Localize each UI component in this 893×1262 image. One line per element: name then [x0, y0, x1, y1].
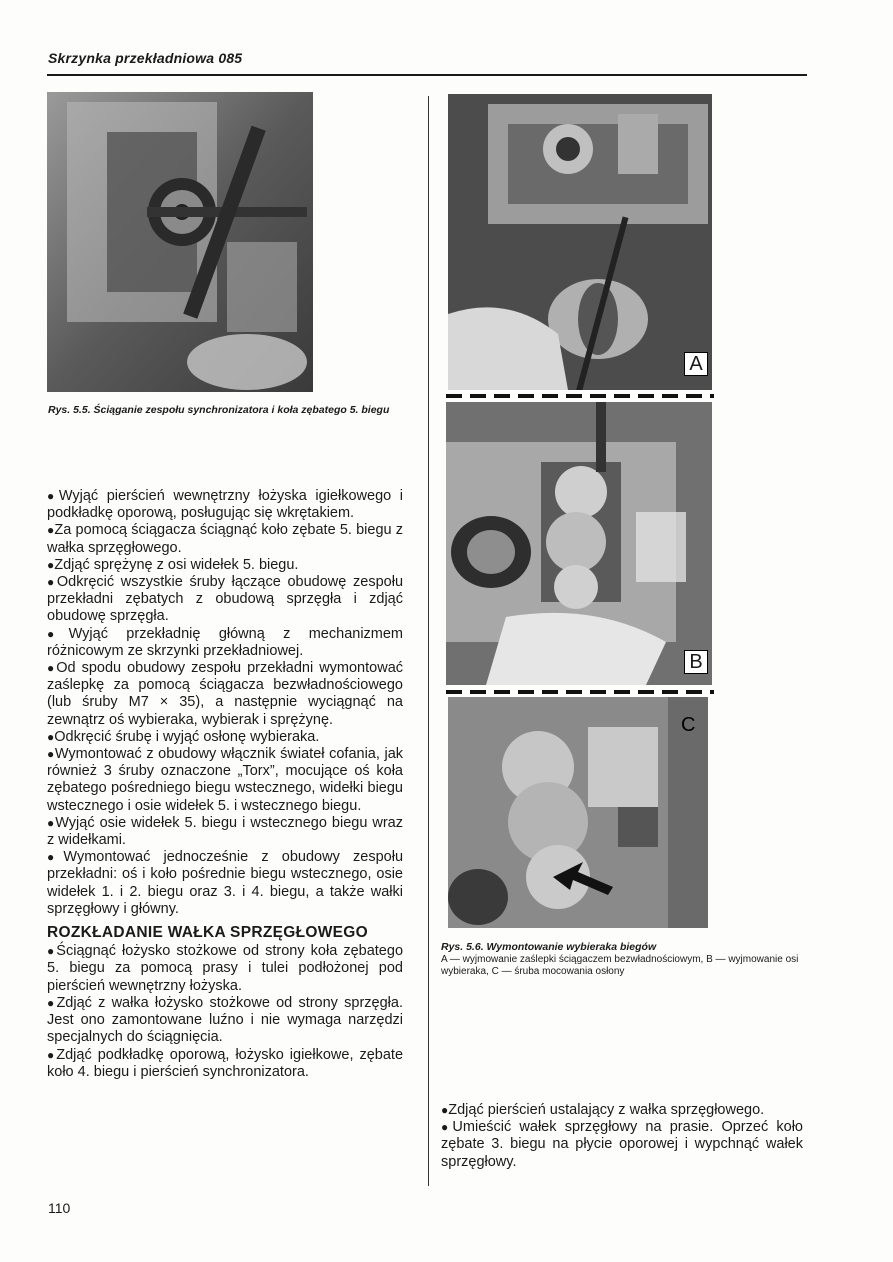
left-text-column: [47, 488, 403, 1081]
instruction-text: Wyjąć pierścień wewnętrzny łożyska igiełkowego i podkładkę oporową, posługując się wkrętakiem.: [47, 488, 404, 522]
figure-5-5-caption-title: Ściąganie zespołu synchronizatora i koła zębatego 5. biegu: [93, 404, 390, 416]
instruction-item: [47, 729, 403, 746]
instruction-item: [441, 1119, 803, 1171]
bullet-icon: ●: [47, 626, 69, 641]
bullet-icon: ●: [47, 557, 55, 572]
figure-5-6-caption-title: Wymontowanie wybieraka biegów: [486, 941, 657, 953]
bullet-icon: ●: [47, 815, 56, 830]
figure-5-6-photo-a: [448, 94, 712, 390]
page-number: 110: [48, 1200, 71, 1216]
instruction-text: Zdjąć podkładkę oporową, łożysko igiełkowe, zębate koło 4. biegu i pierścień synchronizatora.: [47, 1046, 404, 1080]
figure-5-5-caption: [48, 404, 393, 417]
instruction-item: [47, 995, 403, 1047]
bullet-icon: ●: [441, 1120, 453, 1135]
instruction-item: [47, 626, 403, 660]
bullet-icon: ●: [47, 944, 57, 959]
instruction-text: Umieścić wałek sprzęgłowy na prasie. Oprzeć koło zębate 3. biegu na płycie oporowej i wypchnąć wałek sprzęgłowy.: [441, 1119, 803, 1170]
figure-5-6-caption: [441, 941, 801, 978]
bullet-icon: ●: [47, 1047, 57, 1062]
right-text-column: [441, 1102, 803, 1171]
instruction-item: [47, 660, 403, 729]
bullet-icon: ●: [47, 661, 57, 676]
column-divider: [428, 96, 429, 1186]
instruction-item: [47, 746, 403, 815]
instruction-text: Odkręcić śrubę i wyjąć osłonę wybieraka.: [54, 728, 320, 745]
instruction-item: [47, 574, 403, 626]
instruction-text: Wyjąć przekładnię główną z mechanizmem różnicowym ze skrzynki przekładniowej.: [47, 625, 404, 659]
figure-5-6-caption-number: Rys. 5.6.: [441, 941, 484, 953]
instruction-text: Odkręcić wszystkie śruby łączące obudowę zespołu przekładni zębatych z obudową sprzęgła i zdjąć obudowę sprzęgła.: [47, 574, 404, 625]
bullet-icon: ●: [47, 523, 55, 538]
instruction-item: [47, 557, 403, 574]
instruction-text: Zdjąć z wałka łożysko stożkowe od strony sprzęgła. Jest ono zamontowane luźno i nie wymaga narzędzi specjalnych do ściągnięcia.: [47, 994, 403, 1046]
instruction-text: Wymontować z obudowy włącznik świateł cofania, jak również 3 śruby oznaczone „Torx”, mocujące oś koła zębatego pośredniego biegu wstecznego, widełki biegu wstecznego i osie widełek 5. i wstecznego biegu.: [47, 746, 404, 814]
instruction-item: [47, 488, 403, 522]
panel-divider-bc: [446, 690, 714, 694]
instruction-text: Wymontować jednocześnie z obudowy zespołu przekładni: oś i koło pośrednie biegu wstecznego, osie widełek 1. i 2. biegu oraz 3. i 4. biegu, a także wałki sprzęgłowy i główny.: [47, 849, 404, 917]
left-instruction-list-after: [47, 943, 403, 1081]
instruction-text: Zdjąć pierścień ustalający z wałka sprzęgłowego.: [448, 1102, 765, 1118]
section-heading: ROZKŁADANIE WAŁKA SPRZĘGŁOWEGO: [47, 924, 368, 942]
bullet-icon: ●: [47, 995, 57, 1010]
bullet-icon: ●: [47, 729, 55, 744]
instruction-item: [47, 815, 403, 849]
figure-5-6-label-b: B: [684, 650, 708, 674]
panel-divider-ab: [446, 394, 714, 398]
instruction-text: Zdjąć sprężynę z osi widełek 5. biegu.: [54, 556, 299, 573]
instruction-item: [47, 1047, 403, 1081]
figure-5-5-photo: [47, 92, 313, 392]
instruction-text: Od spodu obudowy zespołu przekładni wymontować zaślepkę za pomocą ściągacza bezwładnościowego (lub śruby M7 × 35), a następnie wyciągnąć na zewnątrz oś wybieraka, wybierak i sprężynę.: [47, 660, 404, 728]
page-header-title: Skrzynka przekładniowa 085: [48, 50, 243, 66]
instruction-item: [47, 943, 403, 995]
instruction-item: [47, 522, 403, 556]
instruction-text: Ściągnąć łożysko stożkowe od strony koła zębatego 5. biegu za pomocą prasy i tulei podłożonej pod pierścień wewnętrzny łożyska.: [47, 943, 404, 994]
instruction-text: Wyjąć osie widełek 5. biegu i wstecznego biegu wraz z widełkami.: [47, 814, 403, 849]
figure-5-6-photo-b: [446, 402, 712, 685]
left-instruction-list: [47, 488, 403, 918]
instruction-item: [441, 1102, 803, 1119]
bullet-icon: ●: [47, 747, 55, 762]
figure-5-5-caption-number: Rys. 5.5.: [48, 404, 91, 416]
figure-5-6-caption-desc: A — wyjmowanie zaślepki ściągaczem bezwładnościowym, B — wyjmowanie osi wybieraka, C — śruba mocowania osłony: [441, 954, 799, 977]
figure-5-6-label-c: C: [681, 714, 696, 736]
instruction-text: Za pomocą ściągacza ściągnąć koło zębate 5. biegu z wałka sprzęgłowego.: [47, 522, 403, 556]
instruction-item: [47, 849, 403, 918]
header-rule: [47, 74, 807, 76]
figure-5-6-label-a: A: [684, 352, 708, 376]
figure-5-6-photo-c: [448, 697, 708, 928]
bullet-icon: ●: [47, 489, 59, 503]
bullet-icon: ●: [47, 850, 64, 865]
right-instruction-list: [441, 1102, 803, 1171]
bullet-icon: ●: [441, 1103, 449, 1117]
bullet-icon: ●: [47, 575, 57, 590]
